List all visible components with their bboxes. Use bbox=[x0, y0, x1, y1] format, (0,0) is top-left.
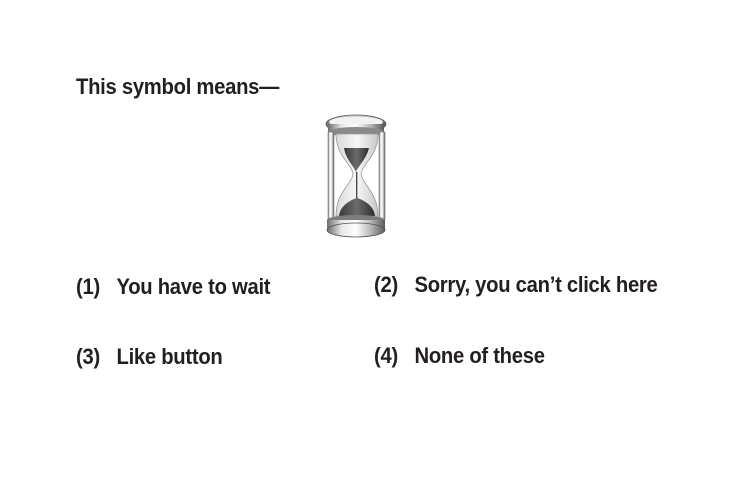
option-number: (2) bbox=[374, 272, 398, 297]
option-label: Like button bbox=[116, 344, 223, 369]
hourglass-icon bbox=[322, 112, 394, 240]
option-2[interactable] bbox=[374, 272, 658, 298]
question-text: This symbol means— bbox=[76, 74, 280, 99]
option-label: Sorry, you can’t click here bbox=[414, 272, 658, 297]
option-number: (1) bbox=[76, 274, 100, 299]
option-label: None of these bbox=[414, 343, 545, 368]
option-4[interactable] bbox=[374, 343, 545, 369]
option-number: (3) bbox=[76, 344, 100, 369]
option-number: (4) bbox=[374, 343, 398, 368]
option-1[interactable] bbox=[76, 274, 270, 300]
option-label: You have to wait bbox=[116, 274, 271, 299]
option-3[interactable] bbox=[76, 344, 223, 370]
